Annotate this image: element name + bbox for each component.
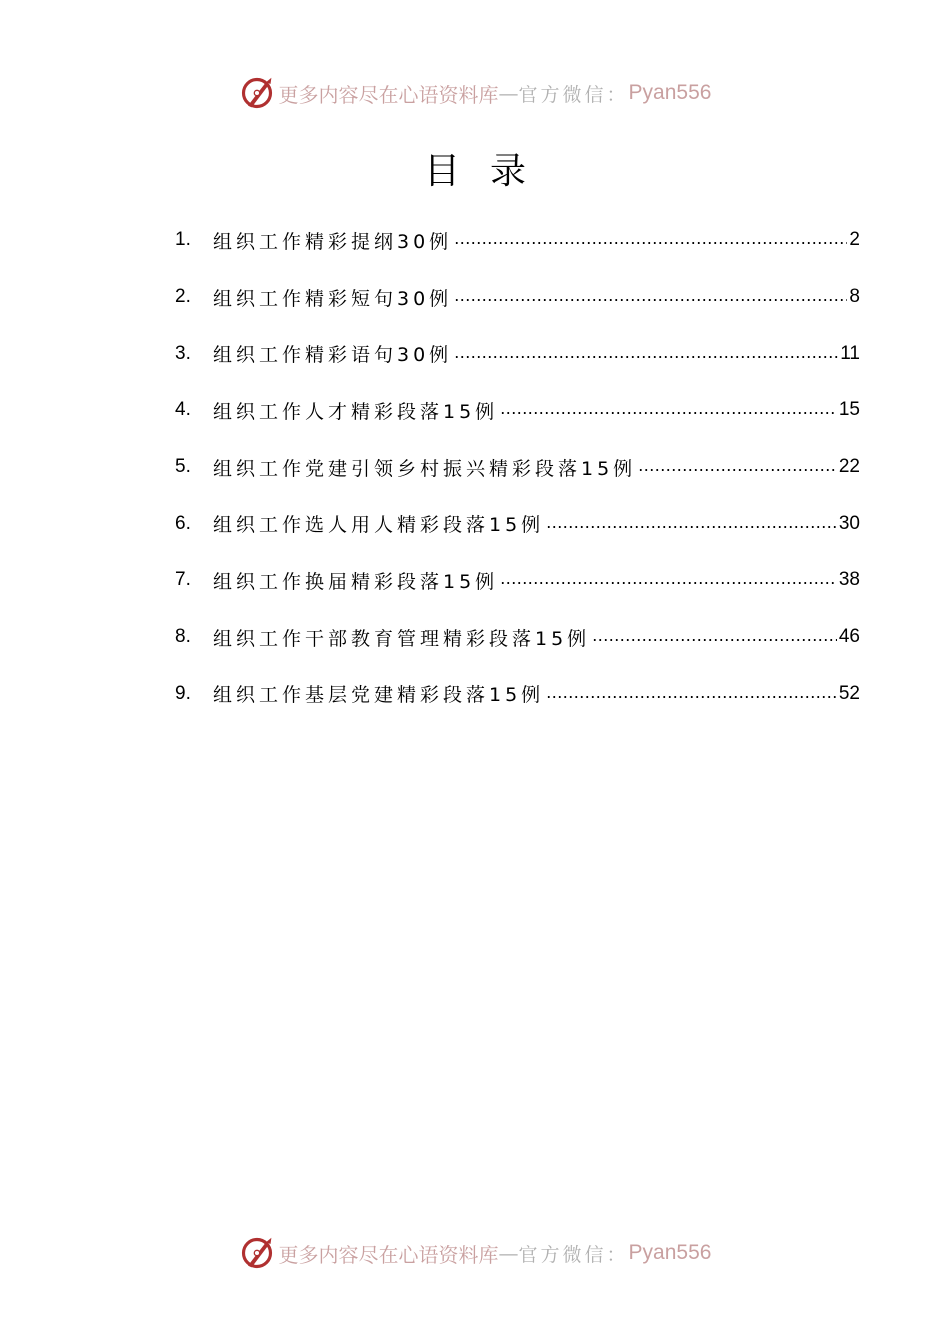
toc-item-text: 组织工作换届精彩段落15例 <box>213 570 499 593</box>
toc-item-page: 30 <box>838 512 860 534</box>
toc-item[interactable] <box>175 495 860 552</box>
watermark-dash: — <box>498 81 519 105</box>
toc-leader-dots <box>454 342 838 366</box>
watermark-id: Pyan556 <box>628 1241 712 1264</box>
toc-item-number: 7. <box>175 569 191 591</box>
toc-item-page: 11 <box>840 342 860 364</box>
watermark-official: 官方微信： <box>518 83 629 106</box>
toc-item[interactable] <box>175 666 860 723</box>
watermark-official: 官方微信： <box>518 1243 629 1266</box>
toc-item[interactable] <box>175 269 860 326</box>
toc-item[interactable] <box>175 552 860 609</box>
watermark-dash: — <box>498 1241 519 1265</box>
toc-item-text: 组织工作干部教育管理精彩段落15例 <box>213 627 591 650</box>
toc-item-text: 组织工作人才精彩段落15例 <box>213 400 499 423</box>
toc-item-number: 9. <box>175 682 191 704</box>
toc-leader-dots <box>500 398 837 422</box>
toc-item-text: 组织工作精彩语句30例 <box>213 344 453 367</box>
toc-item-number: 2. <box>175 286 191 308</box>
toc-item-page: 8 <box>849 286 860 308</box>
footer-watermark <box>0 1231 950 1275</box>
toc-leader-dots <box>592 625 837 649</box>
toc-item-number: 4. <box>175 399 191 421</box>
toc-item-page: 38 <box>838 569 860 591</box>
toc-item-text: 组织工作精彩提纲30例 <box>213 230 453 253</box>
toc-list <box>175 212 860 722</box>
toc-item[interactable] <box>175 609 860 666</box>
toc-item-page: 46 <box>838 626 860 648</box>
toc-item-page: 22 <box>838 456 860 478</box>
toc-item-text: 组织工作选人用人精彩段落15例 <box>213 514 545 537</box>
toc-leader-dots <box>454 285 847 309</box>
toc-leader-dots <box>546 682 837 706</box>
watermark-text: 更多内容尽在心语资料库 <box>278 1242 499 1267</box>
toc-item-number: 8. <box>175 626 191 648</box>
toc-leader-dots <box>500 568 837 592</box>
toc-item-text: 组织工作党建引领乡村振兴精彩段落15例 <box>213 457 637 480</box>
toc-item[interactable] <box>175 382 860 439</box>
toc-item-number: 6. <box>175 512 191 534</box>
toc-leader-dots <box>546 512 837 536</box>
watermark-id: Pyan556 <box>628 81 712 104</box>
toc-title: 目录 <box>423 151 556 192</box>
header-watermark <box>0 71 950 115</box>
toc-item-page: 2 <box>849 229 860 251</box>
toc-item-number: 1. <box>175 229 191 251</box>
toc-item[interactable] <box>175 325 860 382</box>
toc-item-text: 组织工作精彩短句30例 <box>213 287 453 310</box>
toc-item-page: 15 <box>838 399 860 421</box>
toc-item[interactable] <box>175 212 860 269</box>
toc-item-number: 3. <box>175 342 191 364</box>
toc-item[interactable] <box>175 439 860 496</box>
watermark-text: 更多内容尽在心语资料库 <box>278 82 499 107</box>
toc-item-text: 组织工作基层党建精彩段落15例 <box>213 684 545 707</box>
quill-logo-icon <box>239 75 275 111</box>
toc-item-page: 52 <box>838 682 860 704</box>
toc-leader-dots <box>638 455 837 479</box>
toc-item-number: 5. <box>175 456 191 478</box>
toc-leader-dots <box>454 228 847 252</box>
quill-logo-icon <box>239 1235 275 1271</box>
